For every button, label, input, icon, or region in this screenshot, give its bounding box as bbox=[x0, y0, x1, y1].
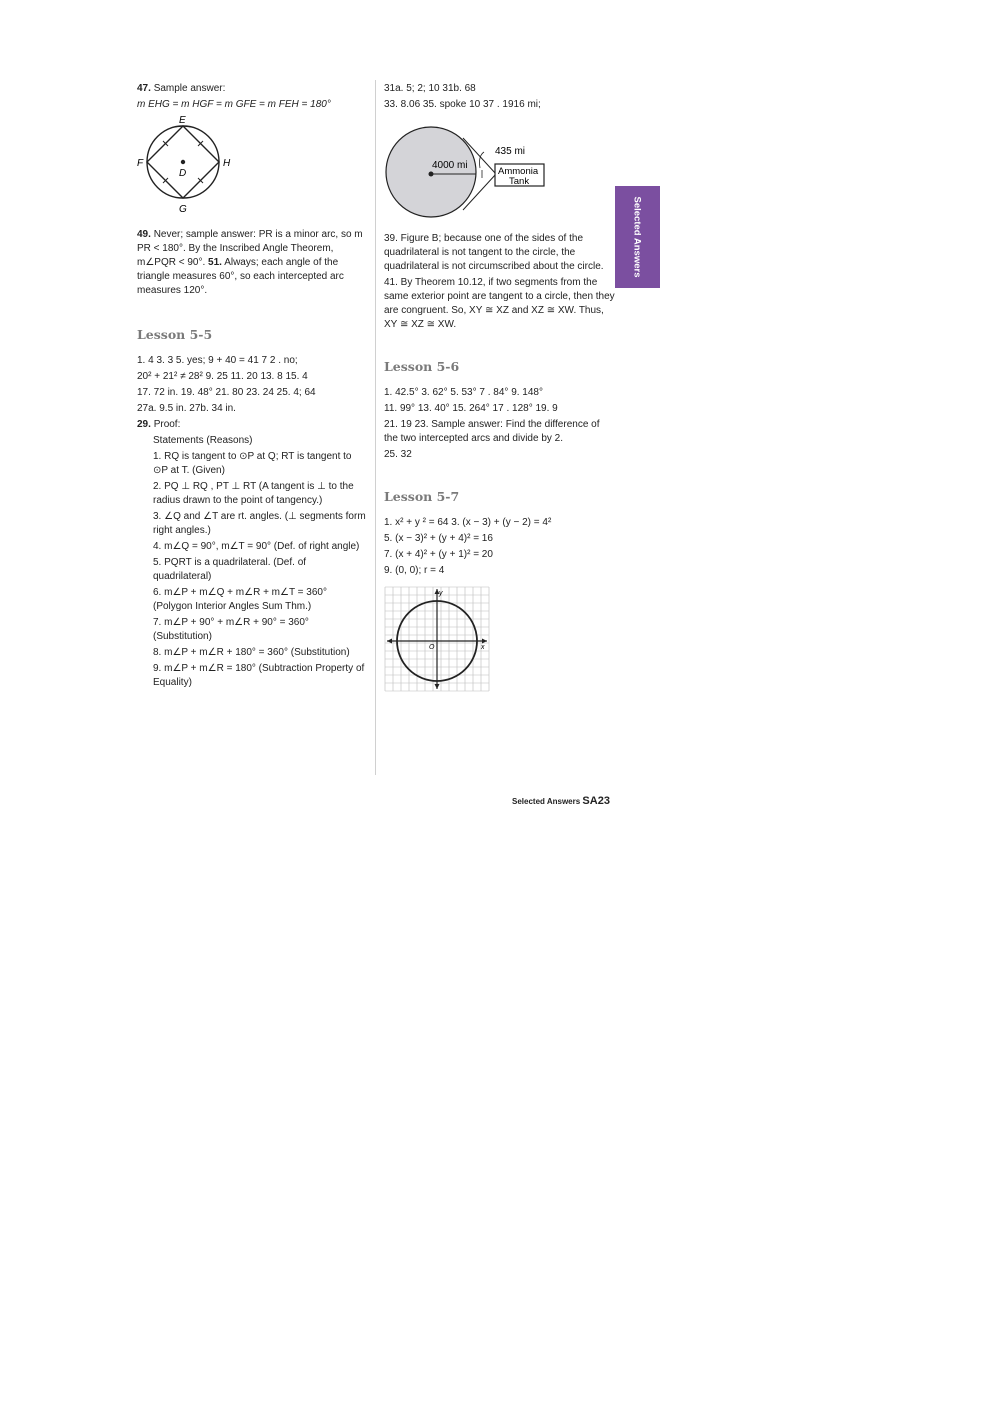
q47-line bbox=[137, 82, 367, 96]
distance-label: 435 mi bbox=[495, 146, 526, 157]
q51-text: Always; each angle of the triangle measures 60°, so each intercepted arc measures 120°. bbox=[137, 257, 344, 296]
l57-line-4: 9. (0, 0); r = 4 bbox=[384, 565, 445, 576]
proof-step: 8. m∠P + m∠R + 180° = 360° (Substitution) bbox=[153, 647, 350, 658]
line-31: 31a. 5; 2; 10 31b. 68 bbox=[384, 83, 476, 94]
proof-step: 2. PQ ⊥ RQ , PT ⊥ RT (A tangent is ⊥ to the radius drawn to the point of tangency.) bbox=[153, 481, 354, 506]
tank-label-2: Tank bbox=[509, 176, 530, 187]
left-column bbox=[137, 82, 367, 692]
proof-step: 1. RQ is tangent to ⊙P at Q; RT is tangent to ⊙P at T. (Given) bbox=[153, 451, 352, 476]
ammonia-tank-diagram bbox=[384, 122, 554, 222]
q29-text: Proof: bbox=[153, 419, 181, 430]
q51-number: 51. bbox=[208, 257, 222, 268]
l56-line-3: 21. 19 23. Sample answer: Find the difference of the two intercepted arcs and divide by 2. bbox=[384, 419, 600, 444]
l57-line-3: 7. (x + 4)² + (y + 1)² = 20 bbox=[384, 549, 493, 560]
l57-line-1: 1. x² + y ² = 64 3. (x − 3) + (y − 2) = 4² bbox=[384, 517, 552, 528]
l56-line-1: 1. 42.5° 3. 62° 5. 53° 7 . 84° 9. 148° bbox=[384, 387, 543, 398]
q41-paragraph: 41. By Theorem 10.12, if two segments from the same exterior point are tangent to a circle, then they are congruent. So, XY ≅ XZ and XZ ≅ XW. Thus, XY ≅ XZ ≅ XW. bbox=[384, 277, 615, 330]
y-axis-label: y bbox=[439, 590, 443, 597]
label-d: D bbox=[179, 168, 187, 179]
footer-label: Selected Answers bbox=[512, 797, 581, 806]
proof-step: 6. m∠P + m∠Q + m∠R + m∠T = 360° (Polygon Interior Angles Sum Thm.) bbox=[153, 587, 327, 612]
q47-text: Sample answer: bbox=[153, 83, 226, 94]
l55-line-4: 27a. 9.5 in. 27b. 34 in. bbox=[137, 403, 236, 414]
q29-line bbox=[137, 418, 367, 432]
label-e: E bbox=[179, 115, 186, 126]
proof-step: 7. m∠P + 90° + m∠R + 90° = 360° (Substitution) bbox=[153, 617, 309, 642]
lesson-5-7-heading: Lesson 5-7 bbox=[384, 489, 460, 504]
l57-line-2: 5. (x − 3)² + (y + 4)² = 16 bbox=[384, 533, 493, 544]
origin-label: O bbox=[429, 644, 435, 651]
l56-line-2: 11. 99° 13. 40° 15. 264° 17 . 128° 19. 9 bbox=[384, 403, 558, 414]
selected-answers-tab bbox=[615, 186, 660, 288]
page-footer bbox=[512, 795, 610, 807]
q39-paragraph: 39. Figure B; because one of the sides of the quadrilateral is not tangent to the circle, the quadrilateral is not circumscribed about the circle. bbox=[384, 233, 604, 272]
proof-step: 3. ∠Q and ∠T are rt. angles. (⊥ segments form right angles.) bbox=[153, 511, 366, 536]
l56-line-4: 25. 32 bbox=[384, 449, 412, 460]
q29-number: 29. bbox=[137, 419, 151, 430]
statements-header: Statements (Reasons) bbox=[153, 435, 253, 446]
label-f: F bbox=[137, 158, 144, 169]
lesson-5-5-heading: Lesson 5-5 bbox=[137, 327, 213, 342]
radius-label: 4000 mi bbox=[432, 160, 468, 171]
x-axis-label: x bbox=[481, 644, 485, 651]
tank-label-1: Ammonia bbox=[498, 166, 539, 177]
q49-number: 49. bbox=[137, 229, 151, 240]
page-number: SA23 bbox=[582, 795, 610, 807]
tab-label: Selected Answers bbox=[631, 196, 643, 278]
q49-51-paragraph bbox=[137, 228, 367, 298]
q47-number: 47. bbox=[137, 83, 151, 94]
l55-line-3: 17. 72 in. 19. 48° 21. 80 23. 24 25. 4; 64 bbox=[137, 387, 316, 398]
q49-text: Never; sample answer: PR is a minor arc, so m PR < 180°. By the Inscribed Angle Theorem, m∠PQR < 90°. bbox=[137, 229, 363, 268]
label-g: G bbox=[179, 204, 187, 214]
l55-line-2: 20² + 21² ≠ 28² 9. 25 11. 20 13. 8 15. 4 bbox=[137, 371, 308, 382]
proof-step: 4. m∠Q = 90°, m∠T = 90° (Def. of right angle) bbox=[153, 541, 360, 552]
l55-line-1: 1. 4 3. 3 5. yes; 9 + 40 = 41 7 2 . no; bbox=[137, 355, 298, 366]
column-divider bbox=[375, 80, 376, 775]
circle-graph bbox=[384, 586, 490, 692]
q47-equation: m EHG = m HGF = m GFE = m FEH = 180° bbox=[137, 99, 331, 110]
inscribed-square-diagram bbox=[137, 114, 247, 214]
right-column bbox=[384, 82, 616, 692]
proof-step: 9. m∠P + m∠R = 180° (Subtraction Property of Equality) bbox=[153, 663, 365, 688]
line-33: 33. 8.06 35. spoke 10 37 . 1916 mi; bbox=[384, 99, 541, 110]
lesson-5-6-heading: Lesson 5-6 bbox=[384, 359, 460, 374]
label-h: H bbox=[223, 158, 231, 169]
proof-step: 5. PQRT is a quadrilateral. (Def. of quadrilateral) bbox=[153, 557, 307, 582]
